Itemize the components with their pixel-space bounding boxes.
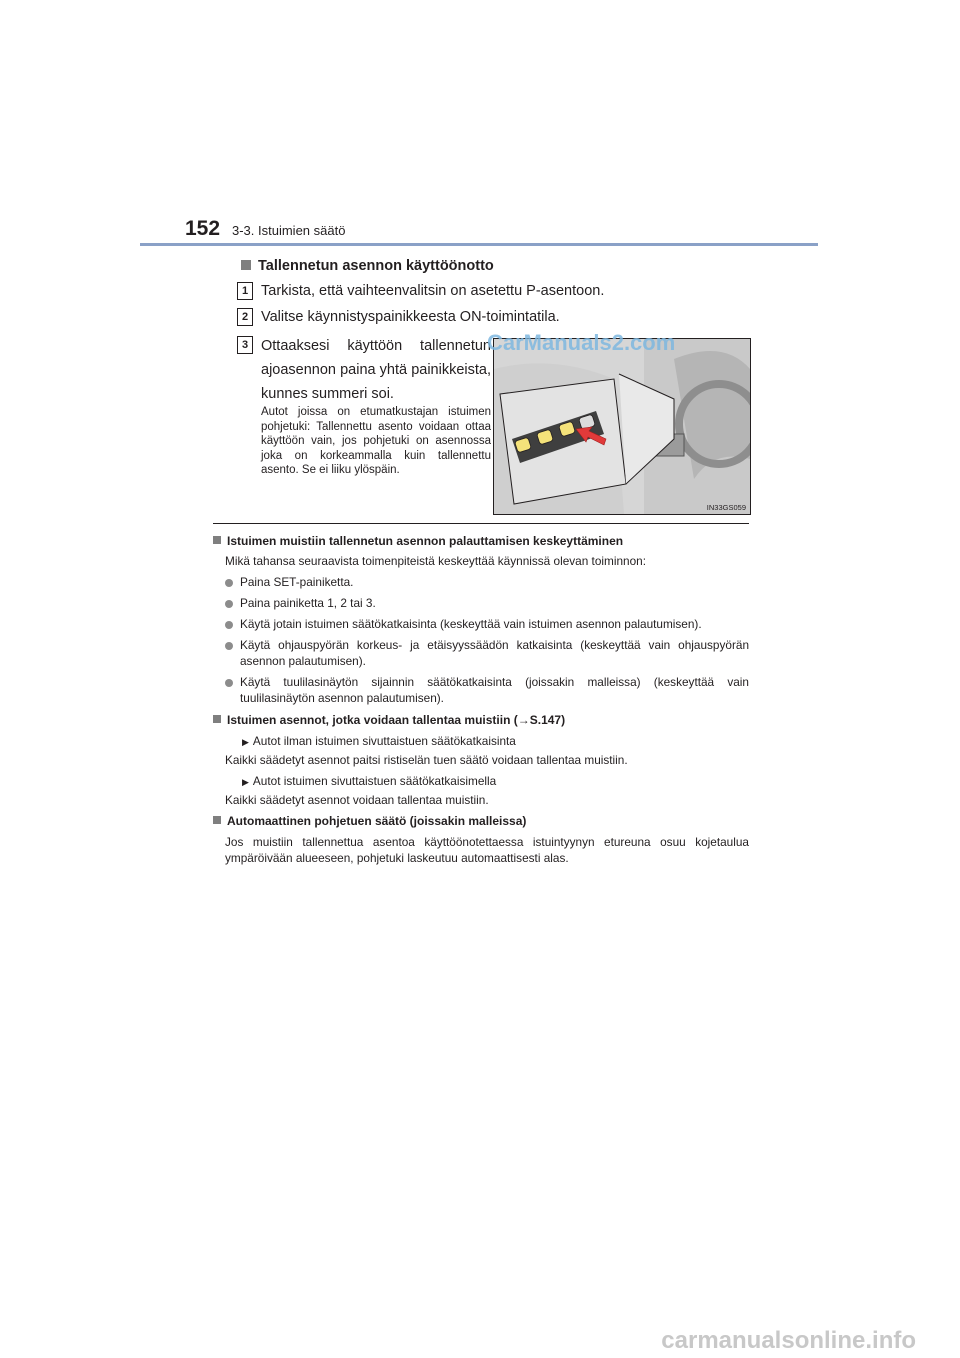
- step3-note: Autot joissa on etumatkustajan istuimen pohjetuki: Tallennettu asento voidaan ottaa käyttöön vain, jos pohjetuki on asennossa joka on korkeammalla kuin tallennettu asento. Se ei liiku ylöspäin.: [261, 406, 491, 477]
- square-bullet-icon: [213, 715, 221, 723]
- divider: [213, 523, 749, 524]
- header-section-title: 3-3. Istuimien säätö: [232, 223, 346, 238]
- note-positions-sub1: ▶ Autot ilman istuimen sivuttaistuen säätökatkaisinta: [242, 734, 516, 748]
- footer-watermark: carmanualsonline.info: [661, 1327, 916, 1354]
- note-legrest-title: Automaattinen pohjetuen säätö (joissakin malleissa): [213, 814, 526, 828]
- step-text-1: Tarkista, että vaihteenvalitsin on asetettu P-asentoon.: [261, 283, 605, 299]
- note-positions-text2: Kaikki säädetyt asennot voidaan tallentaa muistiin.: [225, 793, 489, 807]
- step-number-2: 2: [237, 308, 253, 326]
- list-item: Paina SET-painiketta.: [225, 575, 749, 591]
- step-number-3: 3: [237, 336, 253, 354]
- list-item: Käytä jotain istuimen säätökatkaisinta (keskeyttää vain istuimen asennon palautumisen).: [225, 617, 749, 633]
- step-number-1: 1: [237, 282, 253, 300]
- page-number: 152: [185, 217, 221, 240]
- triangle-right-icon: ▶: [242, 737, 249, 747]
- note-positions-title: Istuimen asennot, jotka voidaan tallentaa muistiin (→S.147): [213, 713, 565, 727]
- bullet-dot-icon: [225, 579, 233, 587]
- note-legrest-text: Jos muistiin tallennettua asentoa käyttöönotettaessa istuintyynyn etureuna osuu kojetaulua ympäröivään alueeseen, pohjetuki laskeutuu automaattisesti alas.: [225, 835, 749, 865]
- square-bullet-icon: [213, 816, 221, 824]
- note-cancel-title: Istuimen muistiin tallennetun asennon palauttamisen keskeyttäminen: [213, 534, 623, 548]
- list-item: Käytä ohjauspyörän korkeus- ja etäisyyssäädön katkaisinta (keskeyttää vain ohjauspyörän asennon palautumisen).: [225, 638, 749, 669]
- triangle-right-icon: ▶: [242, 777, 249, 787]
- header-rule: [140, 243, 818, 246]
- note-positions-text1: Kaikki säädetyt asennot paitsi ristiselän tuen säätö voidaan tallentaa muistiin.: [225, 753, 628, 767]
- list-item: Käytä tuulilasinäytön sijainnin säätökatkaisinta (joissakin malleissa) (keskeyttää vain tuulilasinäytön asennon palautumisen).: [225, 675, 749, 706]
- watermark: CarManuals2.com: [487, 330, 676, 355]
- section-title: Tallennetun asennon käyttöönotto: [241, 258, 494, 274]
- step-text-3: Ottaaksesi käyttöön tallennetun ajoasennon paina yhtä painikkeista, kunnes summeri soi.: [261, 338, 491, 402]
- bullet-dot-icon: [225, 642, 233, 650]
- memory-buttons-illustration: [493, 338, 751, 515]
- bullet-dot-icon: [225, 679, 233, 687]
- list-item: Paina painiketta 1, 2 tai 3.: [225, 596, 749, 612]
- square-bullet-icon: [213, 536, 221, 544]
- illustration-code: IN33GS059: [706, 503, 746, 512]
- bullet-dot-icon: [225, 600, 233, 608]
- bullet-dot-icon: [225, 621, 233, 629]
- step-text-2: Valitse käynnistyspainikkeesta ON-toimintatila.: [261, 309, 560, 325]
- note-positions-sub2: ▶ Autot istuimen sivuttaistuen säätökatkaisimella: [242, 774, 497, 788]
- square-bullet-icon: [241, 260, 251, 270]
- note-cancel-intro: Mikä tahansa seuraavista toimenpiteistä keskeyttää käynnissä olevan toiminnon:: [225, 554, 646, 568]
